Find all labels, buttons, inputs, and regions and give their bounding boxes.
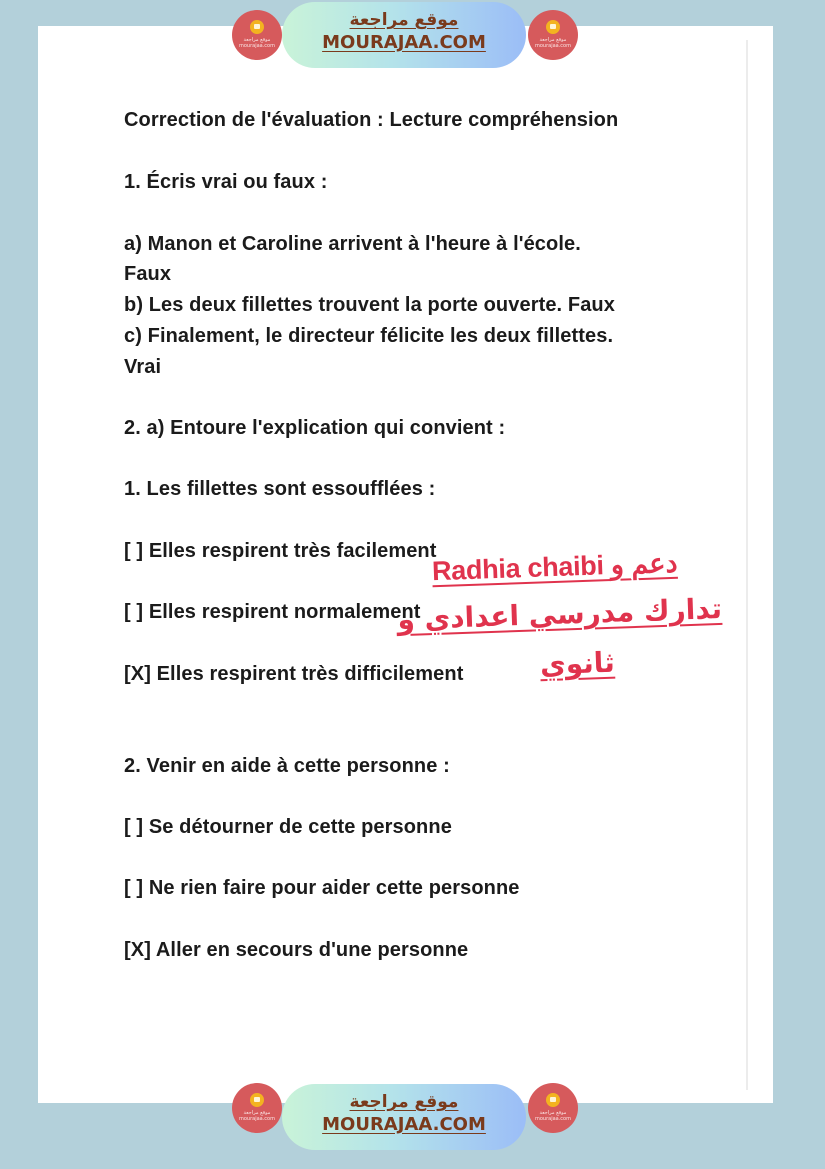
site-logo-badge[interactable]: [528, 1083, 578, 1133]
q1-option-2: [ ] Elles respirent normalement: [124, 601, 421, 623]
site-logo-badge[interactable]: [232, 10, 282, 60]
question-1-heading: 1. Les fillettes sont essoufflées :: [124, 478, 436, 500]
section-1-heading: 1. Écris vrai ou faux :: [124, 171, 328, 193]
book-logo-icon: [546, 20, 560, 34]
book-logo-icon: [250, 1093, 264, 1107]
site-name-link[interactable]: MOURAJAA.COM: [322, 1114, 486, 1135]
site-logo-badge[interactable]: [232, 1083, 282, 1133]
site-name-link[interactable]: MOURAJAA.COM: [322, 32, 486, 53]
badge-text-en: mourajaa.com: [534, 43, 571, 49]
page-margin-rule: [746, 40, 748, 1090]
site-banner-top[interactable]: [282, 2, 526, 68]
badge-text-en: mourajaa.com: [534, 1116, 571, 1122]
answer-line-c: c) Finalement, le directeur félicite les deux fillettes.: [124, 325, 614, 347]
watermark-stamp-line-3: ثانوي: [539, 645, 616, 682]
badge-text-en: mourajaa.com: [238, 1116, 275, 1122]
book-logo-icon: [250, 20, 264, 34]
book-logo-icon: [546, 1093, 560, 1107]
document-title: Correction de l'évaluation : Lecture compréhension: [124, 109, 619, 131]
q2-option-2: [ ] Ne rien faire pour aider cette personne: [124, 877, 520, 899]
q2-option-3-selected: [X] Aller en secours d'une personne: [124, 939, 469, 961]
answer-line-b: b) Les deux fillettes trouvent la porte ouverte. Faux: [124, 294, 615, 316]
q1-option-1: [ ] Elles respirent très facilement: [124, 540, 437, 562]
badge-text-ar: موقع مراجعة: [243, 37, 271, 43]
badge-text-ar: موقع مراجعة: [539, 37, 567, 43]
badge-text-ar: موقع مراجعة: [243, 1110, 271, 1116]
answer-c-result: Vrai: [124, 356, 162, 378]
site-name-arabic: موقع مراجعة: [349, 10, 459, 30]
badge-text-ar: موقع مراجعة: [539, 1110, 567, 1116]
site-banner-bottom[interactable]: [282, 1084, 526, 1150]
question-2-heading: 2. Venir en aide à cette personne :: [124, 755, 450, 777]
answer-a-result: Faux: [124, 263, 172, 285]
answer-line-a: a) Manon et Caroline arrivent à l'heure à l'école.: [124, 233, 581, 255]
section-2-heading: 2. a) Entoure l'explication qui convient :: [124, 417, 506, 439]
watermark-stamp-line-2: تدارك مدرسي اعدادي و: [396, 591, 723, 637]
site-logo-badge[interactable]: [528, 10, 578, 60]
watermark-stamp-line-1: Radhia chaibi دعم و: [431, 547, 678, 587]
q2-option-1: [ ] Se détourner de cette personne: [124, 816, 452, 838]
badge-text-en: mourajaa.com: [238, 43, 275, 49]
q1-option-3-selected: [X] Elles respirent très difficilement: [124, 663, 464, 685]
site-name-arabic: موقع مراجعة: [349, 1092, 459, 1112]
